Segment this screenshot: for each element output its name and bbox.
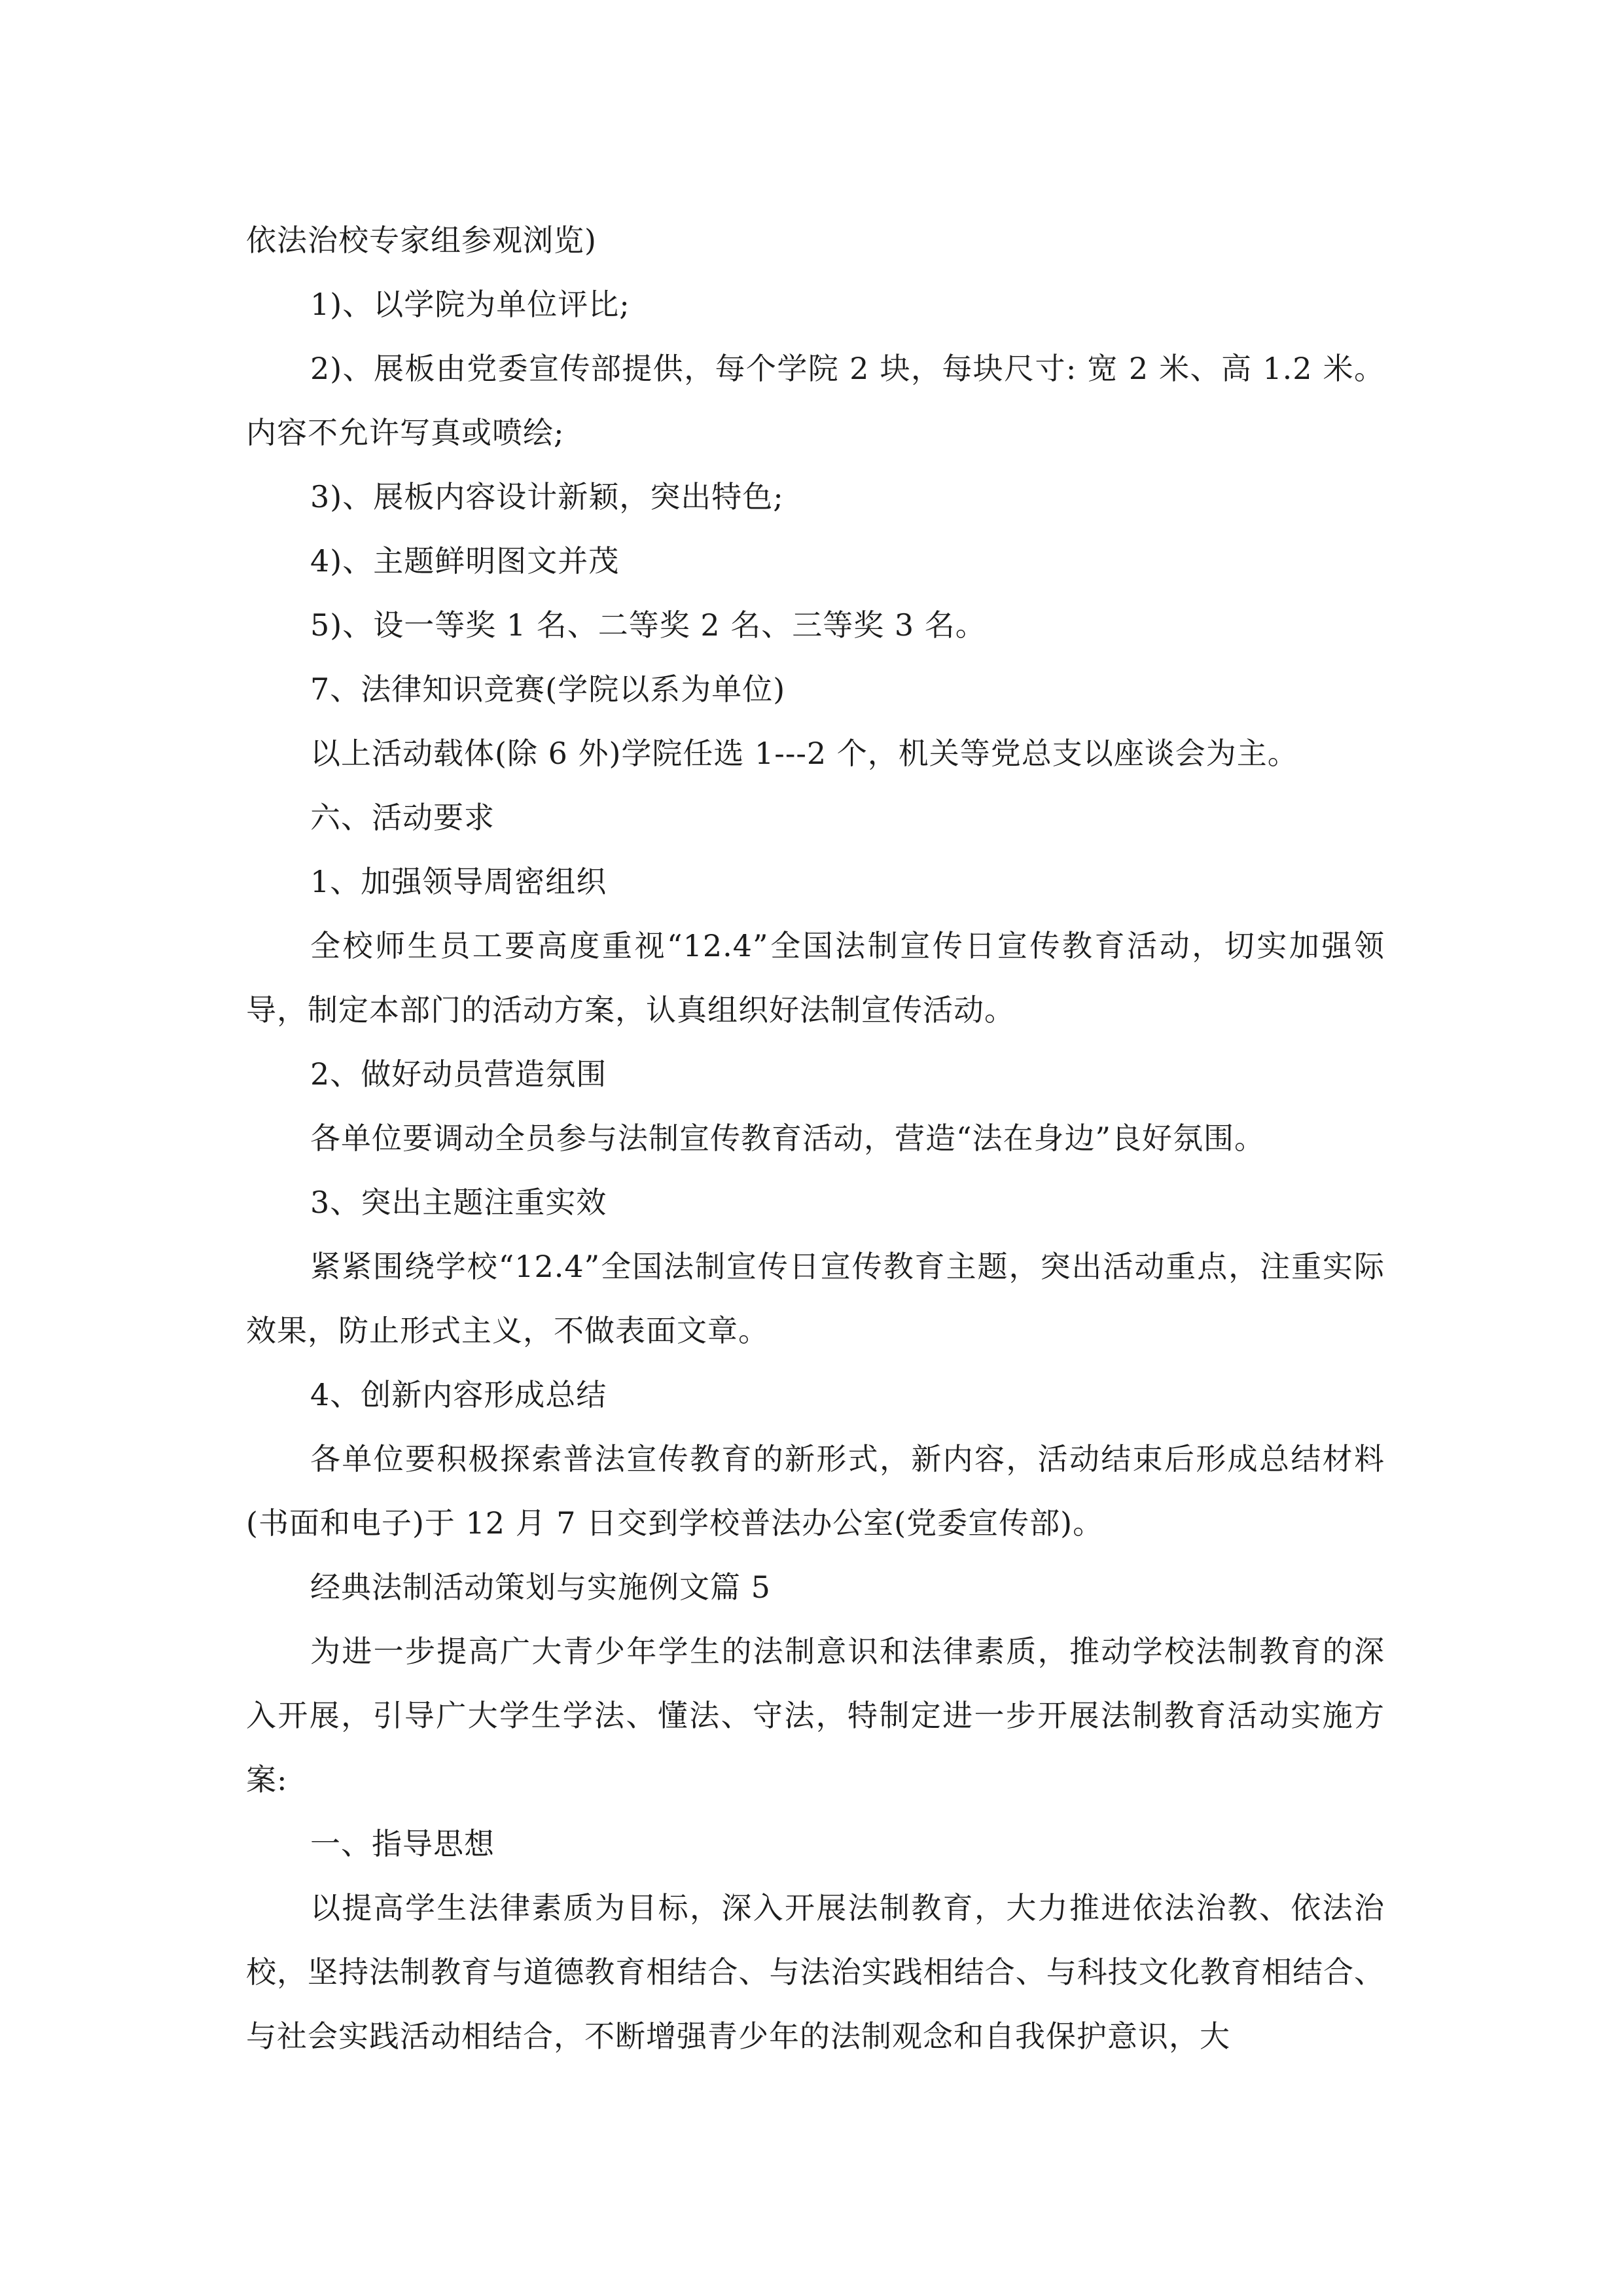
list-item: 3)、展板内容设计新颖，突出特色; xyxy=(310,479,784,514)
subsection-heading: 4、创新内容形成总结 xyxy=(310,1377,607,1412)
paragraph: 依法治校专家组参观浏览) xyxy=(246,223,597,258)
list-item: 4)、主题鲜明图文并茂 xyxy=(310,543,620,579)
list-item: 5)、设一等奖 1 名、二等奖 2 名、三等奖 3 名。 xyxy=(310,607,986,643)
section-heading: 六、活动要求 xyxy=(310,800,495,835)
paragraph: 各单位要积极探索普法宣传教育的新形式，新内容，活动结束后形成总结材料(书面和电子)于 12 月 7 日交到学校普法办公室(党委宣传部)。 xyxy=(246,1441,1385,1541)
paragraph: 以提高学生法律素质为目标，深入开展法制教育，大力推进依法治教、依法治校，坚持法制教育与道德教育相结合、与法治实践相结合、与科技文化教育相结合、与社会实践活动相结合，不断增强青少年的法制观念和自我保护意识，大 xyxy=(246,1890,1385,2054)
section-heading: 一、指导思想 xyxy=(310,1826,495,1861)
subsection-heading: 1、加强领导周密组织 xyxy=(310,864,607,899)
subsection-heading: 3、突出主题注重实效 xyxy=(310,1185,607,1220)
paragraph: 以上活动载体(除 6 外)学院任选 1---2 个，机关等党总支以座谈会为主。 xyxy=(310,736,1298,771)
article-title: 经典法制活动策划与实施例文篇 5 xyxy=(310,1570,771,1605)
document-body xyxy=(246,208,1385,2068)
paragraph: 紧紧围绕学校“12.4”全国法制宣传日宣传教育主题，突出活动重点，注重实际效果，防止形式主义，不做表面文章。 xyxy=(246,1249,1385,1348)
section-heading: 7、法律知识竞赛(学院以系为单位) xyxy=(310,672,786,707)
paragraph: 为进一步提高广大青少年学生的法制意识和法律素质，推动学校法制教育的深入开展，引导广大学生学法、懂法、守法，特制定进一步开展法制教育活动实施方案: xyxy=(246,1634,1385,1797)
paragraph: 各单位要调动全员参与法制宣传教育活动，营造“法在身边”良好氛围。 xyxy=(310,1121,1266,1156)
list-item: 1)、以学院为单位评比; xyxy=(310,287,630,322)
subsection-heading: 2、做好动员营造氛围 xyxy=(310,1056,607,1092)
paragraph: 全校师生员工要高度重视“12.4”全国法制宣传日宣传教育活动，切实加强领导，制定本部门的活动方案，认真组织好法制宣传活动。 xyxy=(246,928,1385,1028)
list-item: 2)、展板由党委宣传部提供，每个学院 2 块，每块尺寸: 宽 2 米、高 1.2 米。内容不允许写真或喷绘; xyxy=(246,351,1385,450)
